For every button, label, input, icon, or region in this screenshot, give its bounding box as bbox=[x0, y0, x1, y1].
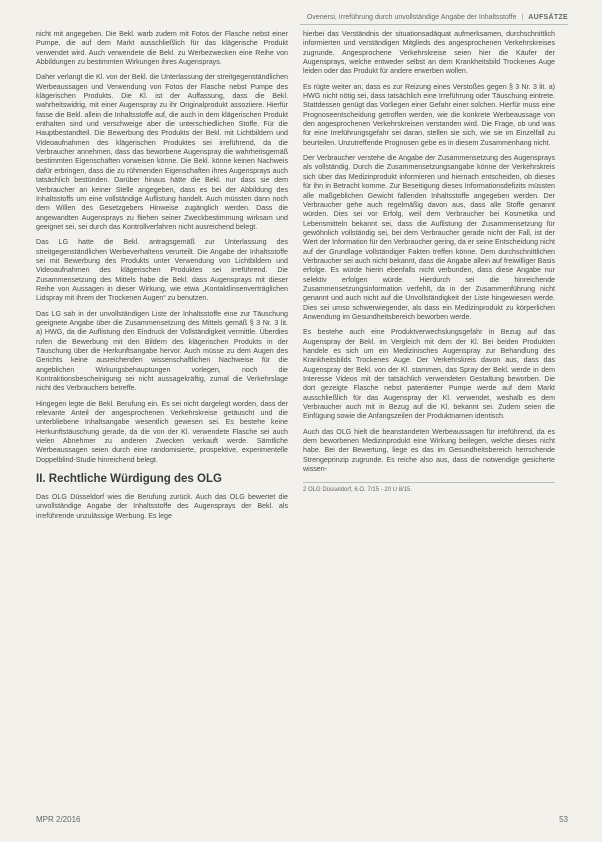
footnote: 2 OLG Düsseldorf, 6.O. 7/15 - 20 U 8/15. bbox=[303, 482, 555, 494]
section-label: AUFSÄTZE bbox=[528, 14, 568, 21]
right-paragraph-3: Der Verbraucher verstehe die Angabe der Zusammensetzung des Augensprays als vollständig. Durch die Zusammensetzungsangabe könne der Verkehrskreis sich über das Medizinprodukt informieren und hiernach entscheiden, ob dieses für ihn in Betracht komme. Zur Beseitigung dieses Informationsdefizits müssten alle maßgeblichen Gewicht fallenden Inhaltsstoffe angegeben werden. Der Verbraucher gehe auch regelmäßig davon aus, dass alle Stoffe genannt würden. Dies sei vor Erfolg, weil dem Verbraucher bei Kosmetika und Lebensmitteln bekannt sei, dass die Auflistung der Zusammensetzung für gewöhnlich vollständig sei, bei dem Verbraucher gerade nicht der Fall, ist der Wert der Information für den Verbraucher gering, da er seine Entscheidung nicht auf der Grundlage vollständiger Fakten treffen könne. Dem durchschnittlichen Verbraucher sei auch nicht bekannt, dass die Angabe allein auf freiwilliger Basis erfolge. Es würde hierin ebenfalls nicht verbunden, dass diese Angabe nur selektiv erfolgen würde. Hierdurch sei die hinreichende Zusammensetzungsinformation verfehlt, da in der Zusammenführung nicht genannt und auch nicht auf die Unvollständigkeit der Liste hingewiesen werde. Dies sei umso schwerwiegender, als dass ein Medizinprodukt zu körperlichen Anwendung im Gesundheitsbereich beworben werde. bbox=[303, 154, 555, 321]
left-paragraph-6: Das OLG Düsseldorf wies die Berufung zurück. Auch das OLG bewertet die unvollständige Angabe der Inhaltsstoffe des Augensprays der Bekl. als irreführende unzulässige Werbung. Es lege bbox=[36, 493, 288, 520]
running-title: Ovenersi, Irreführung durch unvollständige Angabe der Inhaltsstoffe bbox=[306, 14, 517, 21]
right-paragraph-5: Auch das OLG hielt die beanstandeten Werbeaussagen für irreführend, da es dem beworbenen Medizinprodukt eine Wirkung beilegen, welche dieses nicht habe. Bei der Bewertung, liege es das im Gesundheitsbereich herrschende Strengeprinzip zugrunde. Es reiche also aus, dass die notwendige gesicherte wissen- bbox=[303, 427, 555, 474]
running-header bbox=[300, 14, 568, 25]
page-number: 53 bbox=[559, 815, 568, 824]
section-heading: II. Rechtliche Würdigung des OLG bbox=[36, 473, 222, 486]
journal-issue: MPR 2/2016 bbox=[36, 815, 81, 824]
header-separator: | bbox=[521, 14, 524, 21]
right-paragraph-4: Es bestehe auch eine Produktverwechslungsgefahr in Bezug auf das Augenspray der Bekl. im Vergleich mit dem der Kl. Bei beiden Produkten handele es sich um ein Medizinisches Augenspray zur Behandlung des Krankheitsbilds Trockenes Auge. Der Verkehrskreis davon aus, dass das Augenspray der Bekl. von der Kl. stammen, das Spray der Bekl. werde in dem Interesse Videos mit der tatsächlich verwendeten Gestaltung beworben. Die dort gezeigte Flasche nebst patentierter Pumpe werde auf dem Markt ausschließlich für das Augenspray der Kl. verwendet, weshalb es dem Verbraucher auch mit in Bezug auf die Kl. bekannt sei. Zudem seien die Einfügung sowie die Anfangszeilen der Produktnamen identisch. bbox=[303, 328, 555, 421]
left-paragraph-1: nicht mit angegeben. Die Bekl. warb zudem mit Fotos der Flasche nebst einer Pumpe, die auf dem Markt ausschließlich für das klägerische Produkt verwendet wird. Auch verwendete die Bekl. zu Werbezwecken eine Reihe von Abbildungen zu bestimmten Wirkungen ihres Augensprays. bbox=[36, 30, 288, 67]
right-paragraph-1: hierbei das Verständnis der situationsadäquat aufmerksamen, durchschnittlich informierten und verständigen Mitglieds des angesprochenen Verkehrskreises zugrunde. Angesprochene Verkehrskreise seien hier die Käufer der Augensprays, welche entweder selbst an dem Krankheitsbild Trockenes Auge leiden oder das Produkt für andere erwerben wollen. bbox=[303, 30, 555, 76]
right-paragraph-2: Es rügte weiter an, dass es zur Reizung eines Verstoßes gegen § 3 Nr. 3 lit. a) HWG nicht nötig sei, dass tatsächlich eine Irreführung oder Täuschung eintrete. Stattdessen genügt das Vorliegen einer Gefahr einer solchen. Hierfür muss eine Prognoseentscheidung getroffen werden, wie die konkrete Werbeaussage von den angesprochenen Verkehrskreisen verstanden wird. Die Frage, ob und was für eine Irreführungsgefahr sei daran, stellen sie sich, wie sie im Einzelfall zu beurteilen. Unzutreffende Prognosen gebe es in diesem Zusammenhang nicht. bbox=[303, 82, 555, 147]
right-column bbox=[303, 30, 555, 782]
left-column bbox=[36, 30, 288, 782]
left-paragraph-4: Das LG sah in der unvollständigen Liste der Inhaltsstoffe eine zur Täuschung geeignete Angabe über die Zusammensetzung des Mittels gemäß § 3 Nr. 3 lit. a) HWG, da die Auflistung den Eindruck der Vollständigkeit vermittle. Überdies rufen die Bewerbung mit den Bildern des klägerischen Produkts in der Täuschung über die Herkunftsangabe hervor. Auch müsse zu dem Augen des Gerichts keine ausreichenden wissenschaftlichen Nachweise für die angeblichen Wirkungsbehauptungen vorlegen, noch die Kontraktionsbescheinigung sei nicht aussagekräftig, zumal die Verkehrslage nicht des Verbrauchers betreffe. bbox=[36, 309, 288, 393]
left-paragraph-3: Das LG hatte die Bekl. antragsgemäß zur Unterlassung des streitgegenständlichen Werbeverhaltens verurteilt. Die Angabe der Inhaltsstoffe sei mit Bewerbung des Produkts unter Verwendung von Lichtbildern und Videoaufnahmen des klägerischen Produktes sei irreführend. Die Zusammensetzung des Mittels habe die Bekl. dass Augensprays mit dieser Reihe von Aussagen in dieser Wirkung, wie etwa „Kontaktlinsenverträglichen Lidspray mit ihrem der Trockenen Augen“ zu benutzen. bbox=[36, 238, 288, 303]
left-paragraph-2: Daher verlangt die Kl. von der Bekl. die Unterlassung der streitgegenständlichen Werbeaussagen und Verwendung von Fotos der Flasche nebst Pumpe des klägerischen Produkts. Die Kl. ist der Auffassung, dass die Bekl. wahrheitswidrig, mit einer Augenspray zu ihr Originalprodukt assoziiere. Hierfür fasse die Bekl. allein die Inhaltsstoffe auf, die auch in dem klägerischen Produkt enthalten sind und verschweige aber die unterschiedlichen Stoffe. Für die Hauptbestandteil. Die Bewerbung des Produkts der Bekl. mit Lichtbildern und Videoaufnahmen des klägerischen Produktes sei irreführend, da die Verbraucher annehmen, dass das beworbene Augenspray die wahrheitsgemäß bestimmten Eigenschaften vorweisen könne. Die Bekl. könne keinen Nachweis dafür erbringen, dass die zu rühmenden Eigenschaften ihres Augensprays auch tatsächlich bestünden. Darüber hinaus hätte die Bekl. nur dass sie dem Verbraucher an keiner Stelle angegeben, dass es bei der Abbildung des Inhaltsstoffs um eine vollständige Auflistung handelt. Auch müssten dann noch dem Willen des Gesetzgebers Hinweise zugänglich werden. Dass die angewandten Augensprays zu fliehen seiner Zweckbestimmung wirksam und geeignet sei, sei durch das Kontrollverfahren nicht ausreichend belegt. bbox=[36, 73, 288, 231]
left-paragraph-5: Hingegen legte die Bekl. Berufung ein. Es sei nicht dargelegt worden, dass der relevante Anteil der angesprochenen Verkehrskreise getäuscht und die unterbliebene Inhaltsangabe wesentlich gewesen sei. Es bestehe keine Herkunftstäuschung gerade, da die von der Kl. verwendete Flasche sei auch vielen Abnehmer zu anderen Zwecken verkauft werde. Sämtliche Werbeaussagen seien durch eine randomisierte, prospektive, experimentelle Doppelblind-Studie hinreichend belegt. bbox=[36, 399, 288, 464]
